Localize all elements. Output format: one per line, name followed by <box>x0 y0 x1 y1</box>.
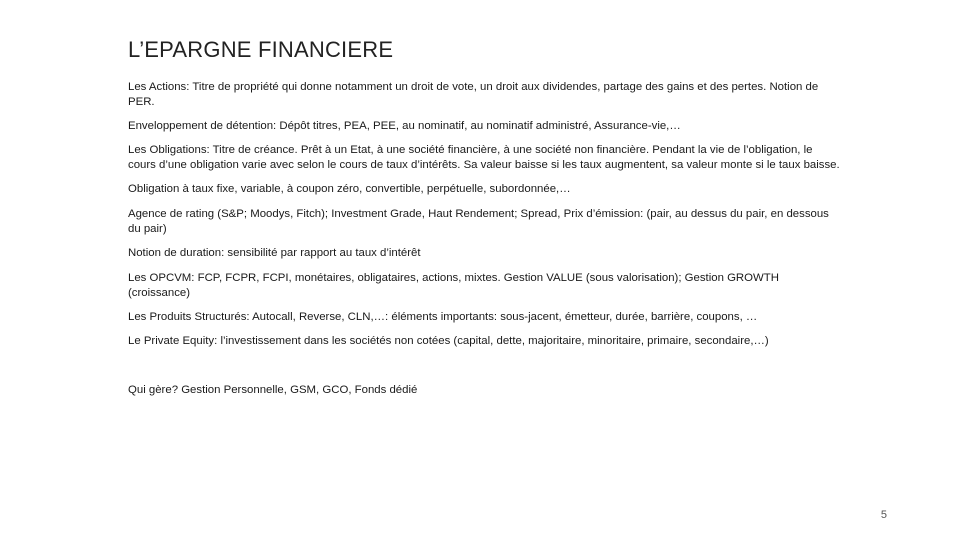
spacer <box>128 197 840 207</box>
slide-title: L’EPARGNE FINANCIERE <box>128 37 394 62</box>
spacer <box>128 325 840 334</box>
paragraph-agence-rating: Agence de rating (S&P; Moodys, Fitch); Investment Grade, Haut Rendement; Spread, Prix d’émission: (pair, au dessus du pair, en dessous du pair) <box>128 208 829 235</box>
slide-content <box>128 80 840 398</box>
spacer <box>128 301 840 310</box>
spacer <box>128 237 840 246</box>
paragraph-private-equity: Le Private Equity: l’investissement dans les sociétés non cotées (capital, dette, majoritaire, minoritaire, primaire, secondaire,…) <box>128 335 769 347</box>
paragraph-enveloppement: Enveloppement de détention: Dépôt titres, PEA, PEE, au nominatif, au nominatif administré, Assurance-vie,… <box>128 120 681 132</box>
spacer <box>128 349 840 383</box>
paragraph-produits-structures: Les Produits Structurés: Autocall, Reverse, CLN,…: éléments importants: sous-jacent, émetteur, durée, barrière, coupons, … <box>128 311 758 323</box>
paragraph-obligations: Les Obligations: Titre de créance. Prêt à un Etat, à une société financière, à une société non financière. Pendant la vie de l’obligation, le cours d’une obligation varie avec selon le cours de taux d’intérêts. Sa valeur baisse si les taux augmentent, sa valeur monte si le taux baisse. <box>128 144 840 171</box>
spacer <box>128 173 840 182</box>
paragraph-duration: Notion de duration: sensibilité par rapport au taux d’intérêt <box>128 247 421 259</box>
page-number: 5 <box>880 509 887 521</box>
spacer <box>128 134 840 143</box>
spacer <box>128 110 840 119</box>
paragraph-actions: Les Actions: Titre de propriété qui donne notamment un droit de vote, un droit aux dividendes, partage des gains et des pertes. Notion de PER. <box>128 81 819 108</box>
paragraph-obligation-types: Obligation à taux fixe, variable, à coupon zéro, convertible, perpétuelle, subordonnée,… <box>128 183 571 195</box>
paragraph-qui-gere: Qui gère? Gestion Personnelle, GSM, GCO, Fonds dédié <box>128 384 418 396</box>
spacer <box>128 261 840 271</box>
paragraph-opcvm: Les OPCVM: FCP, FCPR, FCPI, monétaires, obligataires, actions, mixtes. Gestion VALUE (sous valorisation); Gestion GROWTH (croissance) <box>128 272 779 299</box>
